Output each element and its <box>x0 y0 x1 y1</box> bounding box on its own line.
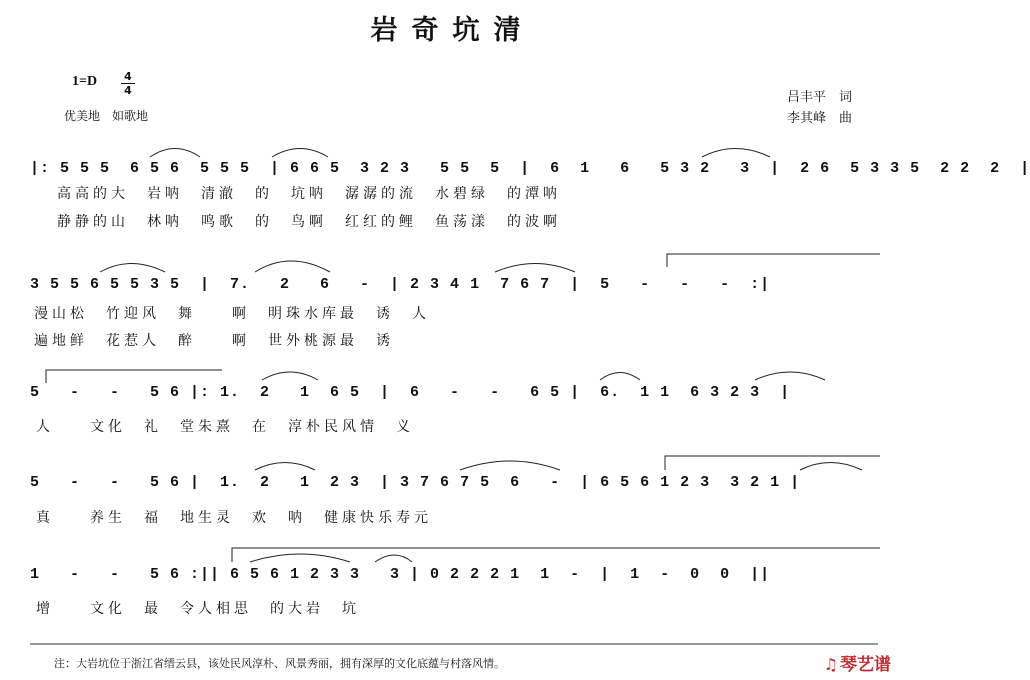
composer-credit: 李其峰 曲 <box>787 111 853 126</box>
time-top: 4 <box>124 70 132 83</box>
key-signature: 1=D <box>72 74 98 89</box>
slur-11 <box>460 461 560 470</box>
logo-text: 琴艺谱 <box>840 655 891 675</box>
lyrics-line-4: 真 养生 福 地生灵 欢 呐 健康快乐寿元 <box>36 510 432 526</box>
tempo-marking: 优美地 如歌地 <box>64 109 149 123</box>
lyrics-line-3: 人 文化 礼 堂朱熹 在 淳朴民风情 义 <box>36 419 414 435</box>
volta-1 <box>667 254 880 267</box>
song-title: 岩奇坑清 <box>370 15 535 46</box>
volta-3 <box>665 456 880 470</box>
lyrics-line-2-verse-1: 漫山松 竹迎风 舞 啊 明珠水库最 诱 人 <box>34 306 430 322</box>
slur-10 <box>255 463 315 471</box>
slur-5 <box>255 261 330 272</box>
notation-line-2: 3 5 5 6 5 5 3 5 | 7. 2 6 - | 2 3 4 1 7 6 7 | 5 - - - :| <box>30 276 771 293</box>
volta-4 <box>232 548 880 562</box>
slur-4 <box>100 264 165 273</box>
slur-8 <box>600 373 640 381</box>
slur-9 <box>755 372 825 380</box>
lyrics-line-1-verse-2: 静静的山 林呐 鸣歌 的 鸟啊 红红的鲤 鱼荡漾 的波啊 <box>57 214 561 230</box>
music-logo-icon: ♫ <box>823 655 838 674</box>
notation-line-4: 5 - - 5 6 | 1. 2 1 2 3 | 3 7 6 7 5 6 - | 6 5 6 1 2 3 3 2 1 | <box>30 474 801 491</box>
lyricist-credit: 吕丰平 词 <box>787 90 853 105</box>
notation-line-5: 1 - - 5 6 :|| 6 5 6 1 2 3 3 3 | 0 2 2 2 1 1 - | 1 - 0 0 || <box>30 566 771 583</box>
slur-14 <box>375 555 412 562</box>
slur-1 <box>150 149 200 158</box>
footnote: 注：大岩坑位于浙江省缙云县，该处民风淳朴、风景秀丽，拥有深厚的文化底蕴与村落风情。 <box>54 657 505 670</box>
notation-line-1: |: 5 5 5 6 5 6 5 5 5 | 6 6 5 3 2 3 5 5 5 | 6 1 6 5 3 2 3 | 2 6 5 3 3 5 2 2 2 | <box>30 160 1030 177</box>
time-bottom: 4 <box>121 83 135 97</box>
lyrics-line-5: 增 文化 最 令人相思 的大岩 坑 <box>36 601 360 617</box>
slur-7 <box>262 372 318 380</box>
site-logo[interactable] <box>824 650 891 675</box>
slur-13 <box>250 554 350 562</box>
slur-6 <box>495 264 575 273</box>
slur-2 <box>272 149 328 158</box>
volta-2 <box>46 370 222 383</box>
lyrics-line-1-verse-1: 高高的大 岩呐 清澈 的 坑呐 潺潺的流 水碧绿 的潭呐 <box>57 186 561 202</box>
lyrics-line-2-verse-2: 遍地鲜 花惹人 醉 啊 世外桃源最 诱 <box>34 333 394 349</box>
slur-3 <box>702 149 770 158</box>
slur-12 <box>800 463 862 471</box>
notation-line-3: 5 - - 5 6 |: 1. 2 1 6 5 | 6 - - 6 5 | 6. 1 1 6 3 2 3 | <box>30 384 791 401</box>
